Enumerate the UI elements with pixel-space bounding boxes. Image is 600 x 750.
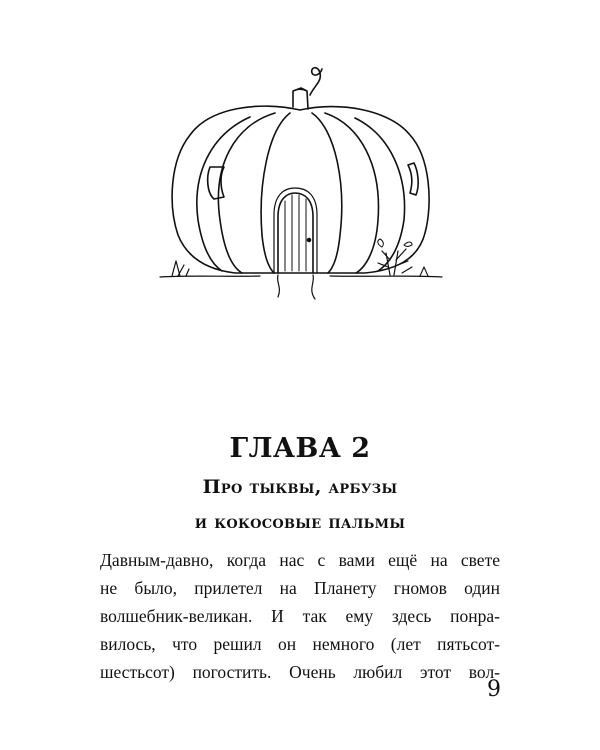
- body-paragraph: [100, 546, 500, 686]
- chapter-title-line-2: и кокосовые пальмы: [194, 511, 406, 533]
- pumpkin-house-illustration: [150, 55, 450, 305]
- body-line: вилось, что решил он немного (лет пятьсот-: [100, 634, 500, 654]
- page-number: 9: [487, 677, 501, 702]
- window-right: [408, 163, 418, 195]
- ground-line: [160, 276, 442, 277]
- chapter-number: ГЛАВА 2: [229, 433, 371, 464]
- pumpkin-tendril: [310, 68, 322, 95]
- grass-right: [378, 249, 412, 275]
- window-left: [208, 167, 224, 199]
- pumpkin-body: [172, 106, 429, 273]
- chapter-title-line-1: Про тыквы, арбузы: [202, 476, 398, 498]
- body-line: волшебник-великан. И так ему здесь понра-: [100, 606, 500, 626]
- body-line: не было, прилетел на Планету гномов один: [100, 578, 500, 598]
- grass-left: [172, 261, 189, 276]
- door: [274, 188, 317, 273]
- body-line: шестьсот) погостить. Очень любил этот вол-: [100, 662, 500, 682]
- body-line: Давным-давно, когда нас с вами ещё на свете: [100, 550, 500, 570]
- door-path: [278, 275, 315, 299]
